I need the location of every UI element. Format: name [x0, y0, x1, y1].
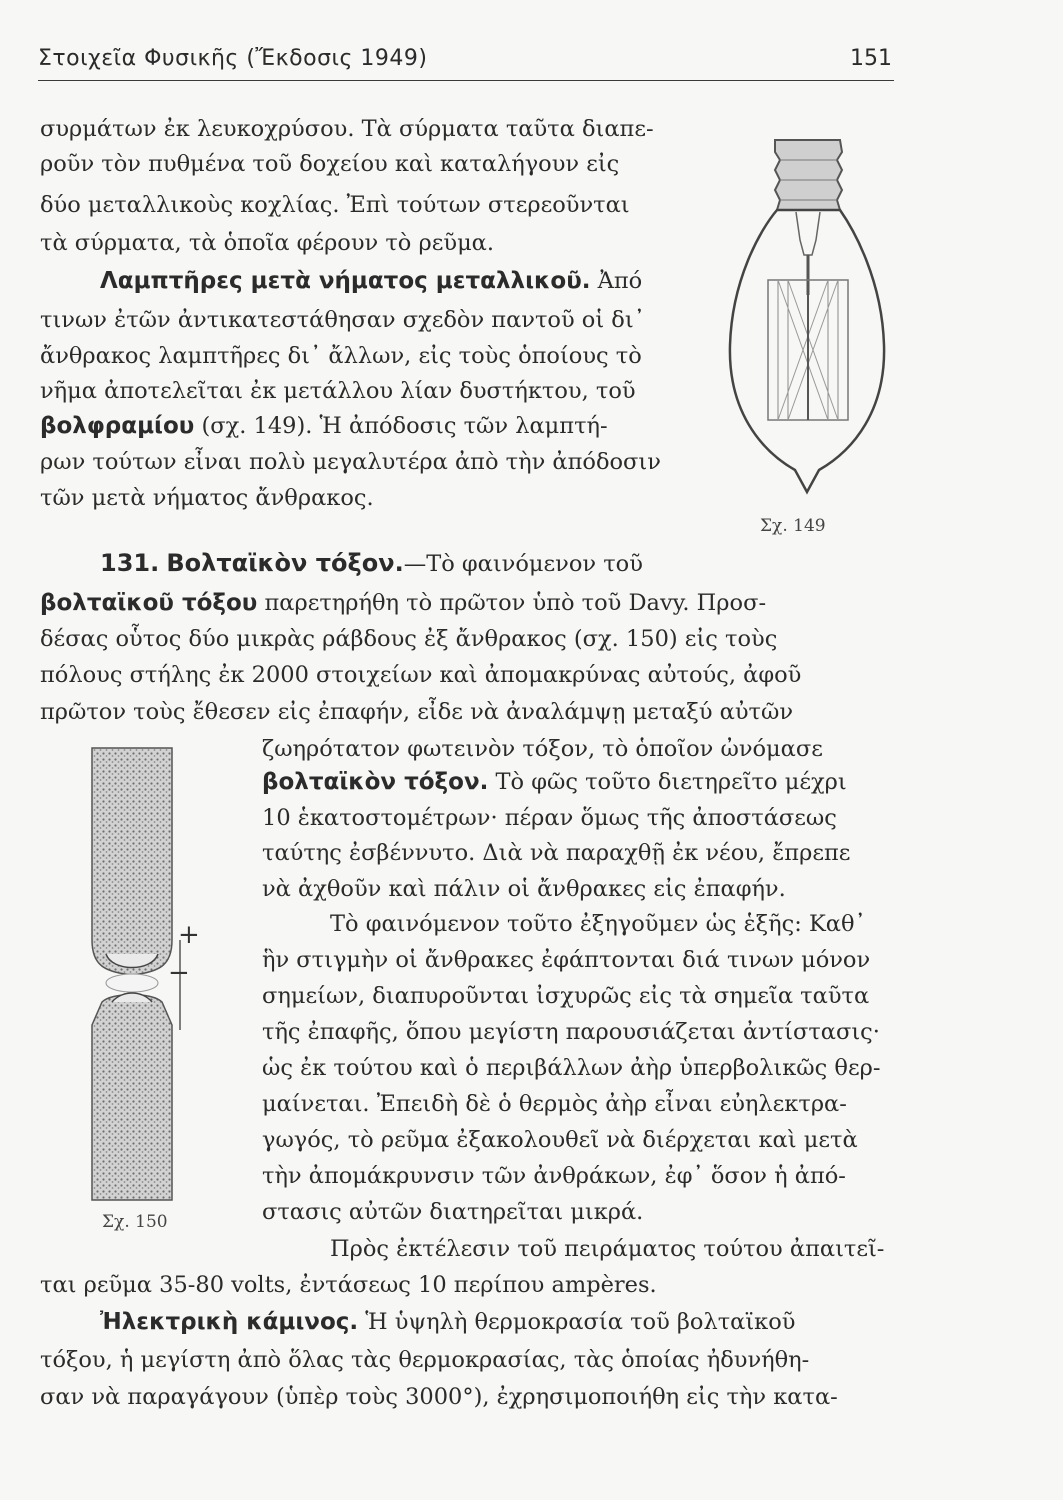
text-line: πρῶτον τοὺς ἔθεσεν εἰς ἐπαφήν, εἶδε νὰ ἀναλάμψῃ μεταξύ αὐτῶν	[40, 699, 794, 725]
text-span: Ἀπό	[590, 268, 643, 294]
text-line: τινων ἐτῶν ἀντικατεστάθησαν σχεδὸν παντοῦ οἱ δι᾽	[40, 307, 645, 333]
subheading-electric-furnace: Ἠλεκτρικὴ κάμινος.	[100, 1309, 359, 1335]
text-line: 10 ἑκατοστομέτρων· πέραν ὅμως τῆς ἀποστάσεως	[262, 805, 837, 831]
text-line	[100, 548, 643, 579]
text-line: ὡς ἐκ τούτου καὶ ὁ περιβάλλων ἀὴρ ὑπερβολικῶς θερ-	[262, 1055, 881, 1081]
section-title: Βολταϊκὸν τόξον.	[166, 549, 404, 577]
text-line: ρων τούτων εἶναι πολὺ μεγαλυτέρα ἀπὸ τὴν ἀπόδοσιν	[40, 449, 661, 475]
text-line: ται ρεῦμα 35-80 volts, ἐντάσεως 10 περίπου ampères.	[40, 1272, 657, 1298]
text-line: ἄνθρακος λαμπτῆρες δι᾽ ἄλλων, εἰς τοὺς ὁποίους τὸ	[40, 343, 642, 369]
text-line: ἣν στιγμὴν οἱ ἄνθρακες ἐφάπτονται διά τινων μόνον	[262, 947, 871, 973]
text-span: Τὸ φῶς τοῦτο διετηρεῖτο μέχρι	[488, 769, 847, 795]
subheading-metal-filament: Λαμπτῆρες μετὰ νήματος μεταλλικοῦ.	[100, 268, 591, 294]
text-line: δέσας οὗτος δύο μικρὰς ράβδους ἐξ ἄνθρακος (σχ. 150) εἰς τοὺς	[40, 626, 778, 652]
text-span: —Τὸ φαινόμενον τοῦ	[403, 551, 643, 577]
text-line: Πρὸς ἐκτέλεσιν τοῦ πειράματος τούτου ἀπαιτεῖ-	[330, 1236, 885, 1262]
text-line: συρμάτων ἐκ λευκοχρύσου. Τὰ σύρματα ταῦτα διαπε-	[40, 116, 654, 142]
text-line: τῆς ἐπαφῆς, ὅπου μεγίστη παρουσιάζεται ἀντίστασις·	[262, 1019, 880, 1045]
text-line: στασις αὐτῶν διατηρεῖται μικρά.	[262, 1199, 644, 1225]
text-line: σαν νὰ παραγάγουν (ὑπὲρ τοὺς 3000°), ἐχρησιμοποιήθη εἰς τὴν κατα-	[40, 1384, 838, 1410]
figure-149-caption: Σχ. 149	[760, 516, 826, 536]
figure-150-caption: Σχ. 150	[102, 1212, 168, 1232]
text-line: νῆμα ἀποτελεῖται ἐκ μετάλλου λίαν δυστήκτου, τοῦ	[40, 378, 636, 404]
text-line	[40, 588, 766, 618]
text-line: σημείων, διαπυροῦνται ἰσχυρῶς εἰς τὰ σημεῖα ταῦτα	[262, 983, 870, 1009]
text-line	[262, 767, 847, 797]
running-title: Στοιχεῖα Φυσικῆς (Ἔκδοσις 1949)	[38, 46, 428, 71]
bold-term-voltaic-arc-2: βολταϊκὸν τόξον.	[262, 769, 489, 795]
text-line: ροῦν τὸν πυθμένα τοῦ δοχείου καὶ καταλήγουν εἰς	[40, 151, 620, 177]
running-header	[38, 40, 894, 81]
bold-term-wolfram: βολφραμίου	[40, 413, 195, 439]
text-line: ζωηρότατον φωτεινὸν τόξον, τὸ ὁποῖον ὠνόμασε	[262, 736, 823, 762]
text-line: γωγός, τὸ ρεῦμα ἐξακολουθεῖ νὰ διέρχεται καὶ μετὰ	[262, 1127, 858, 1153]
text-line	[40, 411, 608, 441]
text-line: τὴν ἀπομάκρυνσιν τῶν ἀνθράκων, ἐφ᾽ ὅσον ἡ ἀπό-	[262, 1163, 846, 1189]
text-span: παρετηρήθη τὸ πρῶτον ὑπὸ τοῦ Davy. Προσ-	[257, 590, 767, 616]
text-line: τὰ σύρματα, τὰ ὁποῖα φέρουν τὸ ρεῦμα.	[40, 230, 495, 256]
text-line: πόλους στήλης ἐκ 2000 στοιχείων καὶ ἀπομακρύνας αὐτούς, ἀφοῦ	[40, 662, 802, 688]
text-line: Τὸ φαινόμενον τοῦτο ἐξηγοῦμεν ὡς ἑξῆς: Καθ᾽	[330, 911, 866, 937]
plus-sign: +	[178, 920, 200, 950]
text-span: (σχ. 149). Ἡ ἀπόδοσις τῶν λαμπτή-	[194, 413, 608, 439]
page-number: 151	[850, 46, 892, 71]
text-line	[100, 1307, 795, 1337]
light-bulb-figure	[720, 130, 895, 500]
section-number: 131.	[100, 549, 160, 577]
text-line: τῶν μετὰ νήματος ἄνθρακος.	[40, 485, 374, 511]
text-line: δύο μεταλλικοὺς κοχλίας. Ἐπὶ τούτων στερεοῦνται	[40, 192, 630, 218]
text-span: Ἡ ὑψηλὴ θερμοκρασία τοῦ βολταϊκοῦ	[358, 1309, 796, 1335]
bold-term-voltaic-arc: βολταϊκοῦ τόξου	[40, 590, 258, 616]
text-line: νὰ ἀχθοῦν καὶ πάλιν οἱ ἄνθρακες εἰς ἐπαφήν.	[262, 876, 786, 902]
text-line: τόξου, ἡ μεγίστη ἀπὸ ὅλας τὰς θερμοκρασίας, τὰς ὁποίας ἠδυνήθη-	[40, 1347, 810, 1373]
text-line	[100, 266, 642, 296]
text-line: ταύτης ἐσβέννυτο. Διὰ νὰ παραχθῇ ἐκ νέου, ἔπρεπε	[262, 840, 851, 866]
text-line: μαίνεται. Ἐπειδὴ δὲ ὁ θερμὸς ἀὴρ εἶναι εὐηλεκτρα-	[262, 1091, 847, 1117]
minus-sign: −	[168, 958, 190, 988]
